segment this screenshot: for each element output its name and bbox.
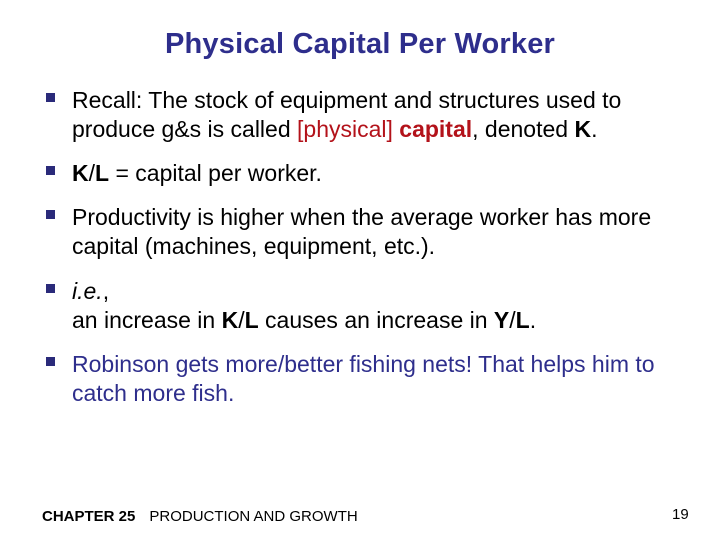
square-bullet-icon bbox=[46, 166, 55, 175]
bullet-productivity: Productivity is higher when the average worker has more capital (machines, equipment, etc.). bbox=[46, 203, 696, 261]
bullet-capital-per-worker: K/L = capital per worker. bbox=[46, 159, 696, 188]
footer-chapter: CHAPTER 25 bbox=[42, 508, 136, 525]
square-bullet-icon bbox=[46, 357, 55, 366]
slide-footer bbox=[42, 508, 358, 525]
page-number: 19 bbox=[672, 506, 689, 523]
bullet-robinson: Robinson gets more/better fishing nets! That helps him to catch more fish. bbox=[46, 350, 696, 408]
bullet-recall: Recall: The stock of equipment and structures used to produce g&s is called [physical] capital, denoted K. bbox=[46, 86, 696, 144]
square-bullet-icon bbox=[46, 93, 55, 102]
square-bullet-icon bbox=[46, 210, 55, 219]
square-bullet-icon bbox=[46, 284, 55, 293]
bullet-ie: i.e., an increase in K/L causes an increase in Y/L. bbox=[46, 277, 696, 335]
bullet-list bbox=[46, 86, 696, 408]
slide-title: Physical Capital Per Worker bbox=[164, 28, 556, 60]
footer-chapter-name: PRODUCTION AND GROWTH bbox=[149, 508, 358, 525]
